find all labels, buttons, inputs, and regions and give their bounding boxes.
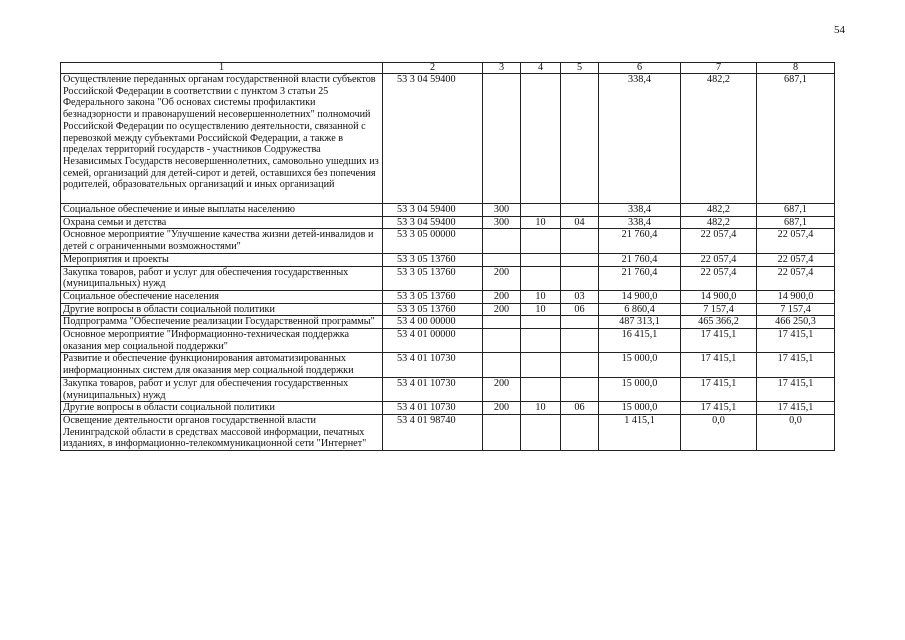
table-body: [61, 74, 835, 451]
header-cell: 5: [561, 63, 599, 74]
row-pr: [561, 253, 599, 266]
row-kvr: 200: [483, 377, 521, 401]
table-row: [61, 316, 835, 329]
row-code: 53 4 01 10730: [383, 402, 483, 415]
row-rz: [521, 316, 561, 329]
table-row: [61, 266, 835, 290]
row-pr: [561, 353, 599, 377]
row-rz: [521, 253, 561, 266]
row-pr: [561, 266, 599, 290]
row-code: 53 4 01 10730: [383, 353, 483, 377]
row-name: Другие вопросы в области социальной политики: [61, 303, 383, 316]
row-name: Социальное обеспечение и иные выплаты населению: [61, 204, 383, 217]
row-rz: [521, 329, 561, 353]
row-rz: [521, 414, 561, 450]
row-pr: [561, 414, 599, 450]
row-value-col7: 17 415,1: [681, 329, 757, 353]
row-value-col8: 466 250,3: [757, 316, 835, 329]
table-row: [61, 216, 835, 229]
row-value-col7: 482,2: [681, 204, 757, 217]
row-name: Закупка товаров, работ и услуг для обеспечения государственных (муниципальных) нужд: [61, 377, 383, 401]
table-row: [61, 290, 835, 303]
row-pr: [561, 74, 599, 204]
table-row: [61, 204, 835, 217]
row-rz: [521, 353, 561, 377]
row-code: 53 3 05 00000: [383, 229, 483, 253]
row-kvr: [483, 353, 521, 377]
row-value-col8: 22 057,4: [757, 229, 835, 253]
table-row: [61, 303, 835, 316]
row-kvr: 200: [483, 266, 521, 290]
row-rz: [521, 204, 561, 217]
row-pr: [561, 229, 599, 253]
budget-table: [60, 62, 835, 451]
row-value-col6: 6 860,4: [599, 303, 681, 316]
row-kvr: [483, 253, 521, 266]
row-rz: [521, 229, 561, 253]
row-value-col6: 15 000,0: [599, 402, 681, 415]
row-value-col6: 487 313,1: [599, 316, 681, 329]
row-value-col7: 17 415,1: [681, 377, 757, 401]
row-code: 53 3 05 13760: [383, 290, 483, 303]
table-row: [61, 74, 835, 204]
row-value-col7: 14 900,0: [681, 290, 757, 303]
table-row: [61, 229, 835, 253]
row-code: 53 3 05 13760: [383, 266, 483, 290]
header-cell: 2: [383, 63, 483, 74]
row-pr: [561, 316, 599, 329]
row-name: Осуществление переданных органам государственной власти субъектов Российской Федерации в соответствии с пунктом 3 статьи 25 Федерального закона "Об основах системы профилактики безнадзорности и правонарушений несовершеннолетних" полномочий Российской Федерации по осуществлению деятельности, связанной с перевозкой между субъектами Российской Федерации, а также в пределах территорий государств - участников Содружества Независимых Государств несовершеннолетних, самовольно ушедших из семей, организаций для детей-сирот и детей, оставшихся без попечения родителей, образовательных организаций и иных организаций: [61, 74, 383, 204]
row-value-col6: 16 415,1: [599, 329, 681, 353]
row-value-col8: 17 415,1: [757, 402, 835, 415]
table-row: [61, 353, 835, 377]
row-value-col8: 17 415,1: [757, 377, 835, 401]
row-kvr: [483, 316, 521, 329]
row-value-col6: 338,4: [599, 216, 681, 229]
row-rz: [521, 377, 561, 401]
row-value-col6: 21 760,4: [599, 253, 681, 266]
row-value-col7: 22 057,4: [681, 229, 757, 253]
row-kvr: [483, 329, 521, 353]
row-value-col6: 338,4: [599, 74, 681, 204]
row-rz: 10: [521, 303, 561, 316]
row-code: 53 4 00 00000: [383, 316, 483, 329]
row-value-col8: 17 415,1: [757, 353, 835, 377]
row-value-col6: 21 760,4: [599, 266, 681, 290]
row-name: Социальное обеспечение населения: [61, 290, 383, 303]
row-rz: 10: [521, 402, 561, 415]
row-value-col7: 7 157,4: [681, 303, 757, 316]
row-code: 53 3 05 13760: [383, 253, 483, 266]
table-row: [61, 377, 835, 401]
row-code: 53 4 01 10730: [383, 377, 483, 401]
header-cell: 1: [61, 63, 383, 74]
row-pr: [561, 204, 599, 217]
row-value-col8: 687,1: [757, 216, 835, 229]
row-value-col7: 0,0: [681, 414, 757, 450]
row-kvr: 300: [483, 204, 521, 217]
page-number: 54: [834, 24, 845, 36]
row-value-col6: 338,4: [599, 204, 681, 217]
row-value-col8: 687,1: [757, 204, 835, 217]
header-row: [61, 63, 835, 74]
header-cell: 4: [521, 63, 561, 74]
header-cell: 7: [681, 63, 757, 74]
table-row: [61, 414, 835, 450]
row-rz: [521, 266, 561, 290]
row-name: Мероприятия и проекты: [61, 253, 383, 266]
row-value-col7: 17 415,1: [681, 353, 757, 377]
row-value-col8: 687,1: [757, 74, 835, 204]
row-name: Освещение деятельности органов государственной власти Ленинградской области в средствах массовой информации, печатных изданиях, в информационно-телекоммуникационной сети "Интернет": [61, 414, 383, 450]
row-value-col8: 17 415,1: [757, 329, 835, 353]
header-cell: 8: [757, 63, 835, 74]
row-value-col6: 1 415,1: [599, 414, 681, 450]
row-value-col6: 15 000,0: [599, 377, 681, 401]
row-value-col8: 22 057,4: [757, 266, 835, 290]
row-name: Основное мероприятие "Улучшение качества жизни детей-инвалидов и детей с ограниченными возможностями": [61, 229, 383, 253]
row-rz: 10: [521, 290, 561, 303]
row-value-col8: 0,0: [757, 414, 835, 450]
table-row: [61, 253, 835, 266]
row-kvr: [483, 229, 521, 253]
row-pr: [561, 329, 599, 353]
table-row: [61, 402, 835, 415]
row-value-col7: 482,2: [681, 216, 757, 229]
row-kvr: 200: [483, 402, 521, 415]
row-pr: 06: [561, 303, 599, 316]
row-kvr: [483, 414, 521, 450]
row-value-col6: 14 900,0: [599, 290, 681, 303]
row-value-col7: 22 057,4: [681, 253, 757, 266]
row-kvr: 200: [483, 290, 521, 303]
row-kvr: 300: [483, 216, 521, 229]
row-rz: [521, 74, 561, 204]
row-name: Закупка товаров, работ и услуг для обеспечения государственных (муниципальных) нужд: [61, 266, 383, 290]
row-name: Подпрограмма "Обеспечение реализации Государственной программы": [61, 316, 383, 329]
row-value-col6: 15 000,0: [599, 353, 681, 377]
row-value-col7: 17 415,1: [681, 402, 757, 415]
row-name: Развитие и обеспечение функционирования автоматизированных информационных систем для оказания мер социальной поддержки: [61, 353, 383, 377]
row-code: 53 3 04 59400: [383, 216, 483, 229]
row-value-col8: 7 157,4: [757, 303, 835, 316]
row-kvr: [483, 74, 521, 204]
row-code: 53 3 04 59400: [383, 204, 483, 217]
row-pr: 03: [561, 290, 599, 303]
row-code: 53 4 01 98740: [383, 414, 483, 450]
table-row: [61, 329, 835, 353]
row-value-col8: 14 900,0: [757, 290, 835, 303]
row-code: 53 3 04 59400: [383, 74, 483, 204]
row-spacer: [63, 191, 380, 203]
row-pr: 04: [561, 216, 599, 229]
row-pr: 06: [561, 402, 599, 415]
row-value-col7: 22 057,4: [681, 266, 757, 290]
row-name: Охрана семьи и детства: [61, 216, 383, 229]
row-kvr: 200: [483, 303, 521, 316]
row-value-col7: 482,2: [681, 74, 757, 204]
row-pr: [561, 377, 599, 401]
row-name: Основное мероприятие "Информационно-техническая поддержка оказания мер социальной поддержки": [61, 329, 383, 353]
row-code: 53 3 05 13760: [383, 303, 483, 316]
header-cell: 6: [599, 63, 681, 74]
row-value-col6: 21 760,4: [599, 229, 681, 253]
row-name: Другие вопросы в области социальной политики: [61, 402, 383, 415]
row-value-col8: 22 057,4: [757, 253, 835, 266]
row-value-col7: 465 366,2: [681, 316, 757, 329]
row-code: 53 4 01 00000: [383, 329, 483, 353]
header-cell: 3: [483, 63, 521, 74]
row-rz: 10: [521, 216, 561, 229]
